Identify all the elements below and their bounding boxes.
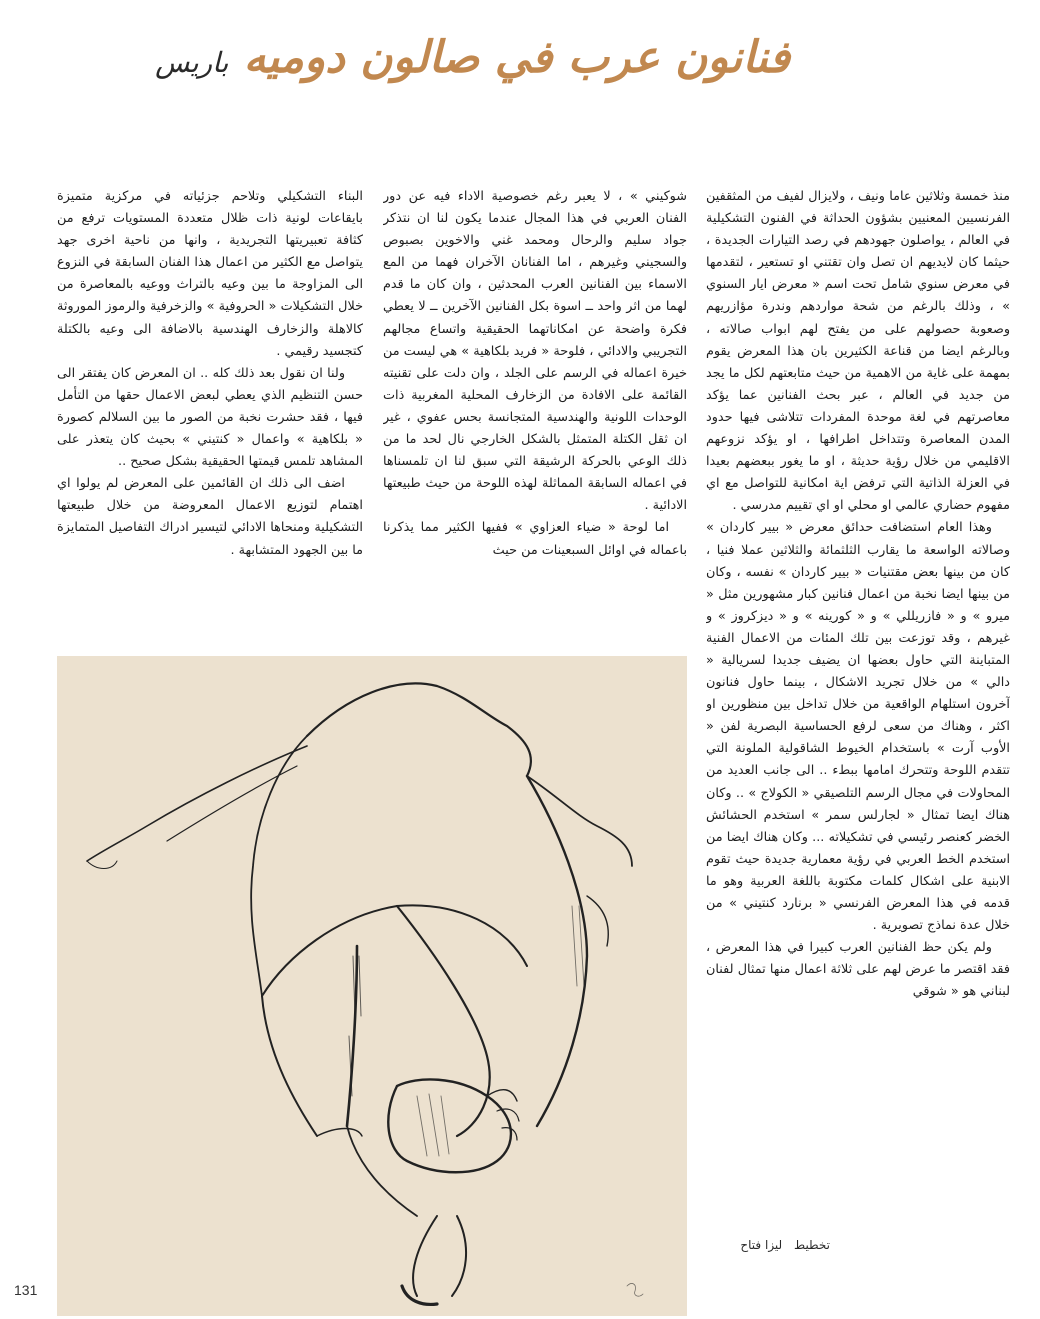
paragraph: شوكيني » ، لا يعبر رغم خصوصية الاداء فيه عن دور الفنان العربي في هذا المجال عندما يكون لنا ان نتذكر جواد سليم والرحال ومحمد غني والاخوين بصبوص والسجيني وغيرهم ، اما الفنانان الآخران فهما من المع الاسماء بين الفنانين العرب المحدثين ، وان كان ما قدم لهما من اثر واحد ــ اسوة بكل الفنانين الآخرين ــ لا يعطي فكرة واضحة عن امكاناتهما الحقيقية واتساع مجالهم التجريبي والادائي ، فلوحة « فريد بلكاهية » هي ليست من خيرة اعماله في الرسم على الجلد ، وان دلت على تقنيته القائمة على الافادة من الزخارف المحلية المغربية ذات الوحدات اللونية والهندسية المتجانسة بحس عفوي ، غير ان ثقل الكتلة المتمثل بالشكل الخارجي نال لحد ما من ذلك الوعي بالحركة الرشيقة التي سبق لنا ان تلمسناها في اعماله السابقة المماثلة لهذه اللوحة من حيث طبيعتها الادائية .: [383, 189, 687, 514]
paragraph: اما لوحة « ضياء العزاوي » ففيها الكثير مما يذكرنا باعماله في اوائل السبعينات من حيث: [383, 520, 687, 558]
caption-author: ليزا فتاح: [740, 1238, 783, 1252]
text-column-right: [706, 186, 1010, 1206]
figure-sketch-artwork: [57, 656, 687, 1316]
figure-sketch-drawing: [57, 656, 687, 1316]
artwork-caption: [720, 1238, 830, 1252]
paragraph: ولنا ان نقول بعد ذلك كله .. ان المعرض كان يفتقر الى حسن التنظيم الذي يعطي لبعض الاعمال حقها من التأمل فيها ، فقد حشرت نخبة من الصور ما بين السلالم كصورة « بلكاهية » واعمال « كنتيني » بحيث كان يتعذر على المشاهد تلمس قيمتها الحقيقية بشكل صحيح ..: [57, 365, 363, 470]
article-title: فنانون عرب في صالون دوميه: [243, 32, 790, 83]
paragraph: منذ خمسة وثلاثين عاما ونيف ، ولايزال لفيف من المثقفين الفرنسيين المعنيين بشؤون الحداثة في الفنون التشكيلية في العالم ، يواصلون جهودهم في رصد التيارات الجديدة ، حيثما كان لايديهم ان تصل وان تقتني او تستعير ، لتقدمها في معرض سنوي شامل تحت اسم « معرض ايار السنوي » ، وذلك بالرغم من شحة مواردهم وندرة مؤازريهم وصعوبة حصولهم على من يفتح لهم ابواب صالاته ، وبالرغم ايضا من قناعة الكثيرين بان هذا المعرض يقوم بمهمة على غاية من الاهمية من حيث متابعتهم لكل ما يجد من جديد في العالم ، عبر بحث الفنانين عما يؤكد معاصرتهم في لغة موحدة المفردات تتلاشى فيها حدود المدن المعاصرة وتتداخل اطرافها ، او يؤكد نزوعهم الاقليمي من خلال رؤية حديثة ، او ما يغور ببعضهم بعيدا في العزلة الذاتية التي ترفض اية امكانية للتواصل مع اي مفهوم حضاري عالمي او محلي او اي تقييم مدرسي .: [706, 189, 1010, 514]
paragraph: وهذا العام استضافت حدائق معرض « بيير كاردان » وصالاته الواسعة ما يقارب الثلثمائة والثلاثين عملا فنيا ، كان من بينها بعض مقتنيات « بيير كاردان » نفسه ، وكان من بينها ايضا نخبة من اعمال فنانين كبار مشهورين مثل « ميرو » و « فازريللي » و « كورينه » و « ديزكروز » و غيرهم ، وقد توزعت بين تلك المئات من الاعمال الفنية المتباينة التي حاول بعضها ان يضيف جديدا لسريالية « دالي » من خلال تجريد الاشكال ، بينما حاول فنانون آخرون استلهام الواقعية من خلال تداخل بين منظورين او اكثر ، وهناك من سعى لرفع الحساسية البصرية لفن « الأوب آرت » باستخدام الخيوط الشاقولية الملونة التي تتقدم اللوحة وتتحرك امامها ببطء .. الى جانب العديد من المحاولات في مجال الرسم التلصيقي « الكولاج » .. وكان هناك ايضا تمثال « لجارلس سمر » استخدم الحشائش الخضر كعنصر رئيسي في تشكيلاته ... وكان هناك ايضا من استخدم الخط العربي في رؤية معمارية جديدة حيث تقوم الابنية على اشكال كلمات مكتوبة باللغة العربية وهو ما قدمه في هذا المعرض الفرنسي « برنارد كنتيني » من خلال عدة نماذج تصويرية .: [706, 520, 1010, 934]
article-city: باريس: [155, 46, 229, 79]
text-column-left: [57, 186, 363, 670]
paragraph: ولم يكن حظ الفنانين العرب كبيرا في هذا المعرض ، فقد اقتصر ما عرض لهم على ثلاثة اعمال منها تمثال لفنان لبناني هو « شوقي: [706, 940, 1010, 1000]
page-number: 131: [14, 1282, 38, 1298]
caption-type: تخطيط: [794, 1238, 830, 1252]
text-column-middle: [383, 186, 687, 646]
paragraph: اضف الى ذلك ان القائمين على المعرض لم يولوا اي اهتمام لتوزيع الاعمال المعروضة من خلال طبيعتها التشكيلية ومنحاها الادائي لتيسير ادراك التفاصيل المتمايزة ما بين الجهود المتشابهة .: [57, 476, 363, 558]
paragraph: البناء التشكيلي وتلاحم جزئياته في مركزية متميزة بايقاعات لونية ذات ظلال متعددة المستويات ترفع من كثافة تعبيريتها التجريدية ، وانها من ناحية اخرى جهد يتواصل مع الكثير من اعمال هذا الفنان السابقة في النزوع الى المزاوجة ما بين وعيه بالتراث ووعيه بالمعاصرة من خلال التشكيلات « الحروفية » والزخرفية والرموز الموروثة كالاهلة والزخارف الهندسية بالاضافة الى وعيه بالكتلة كتجسيد رقيمي .: [57, 189, 363, 359]
article-title-block: [155, 32, 790, 102]
